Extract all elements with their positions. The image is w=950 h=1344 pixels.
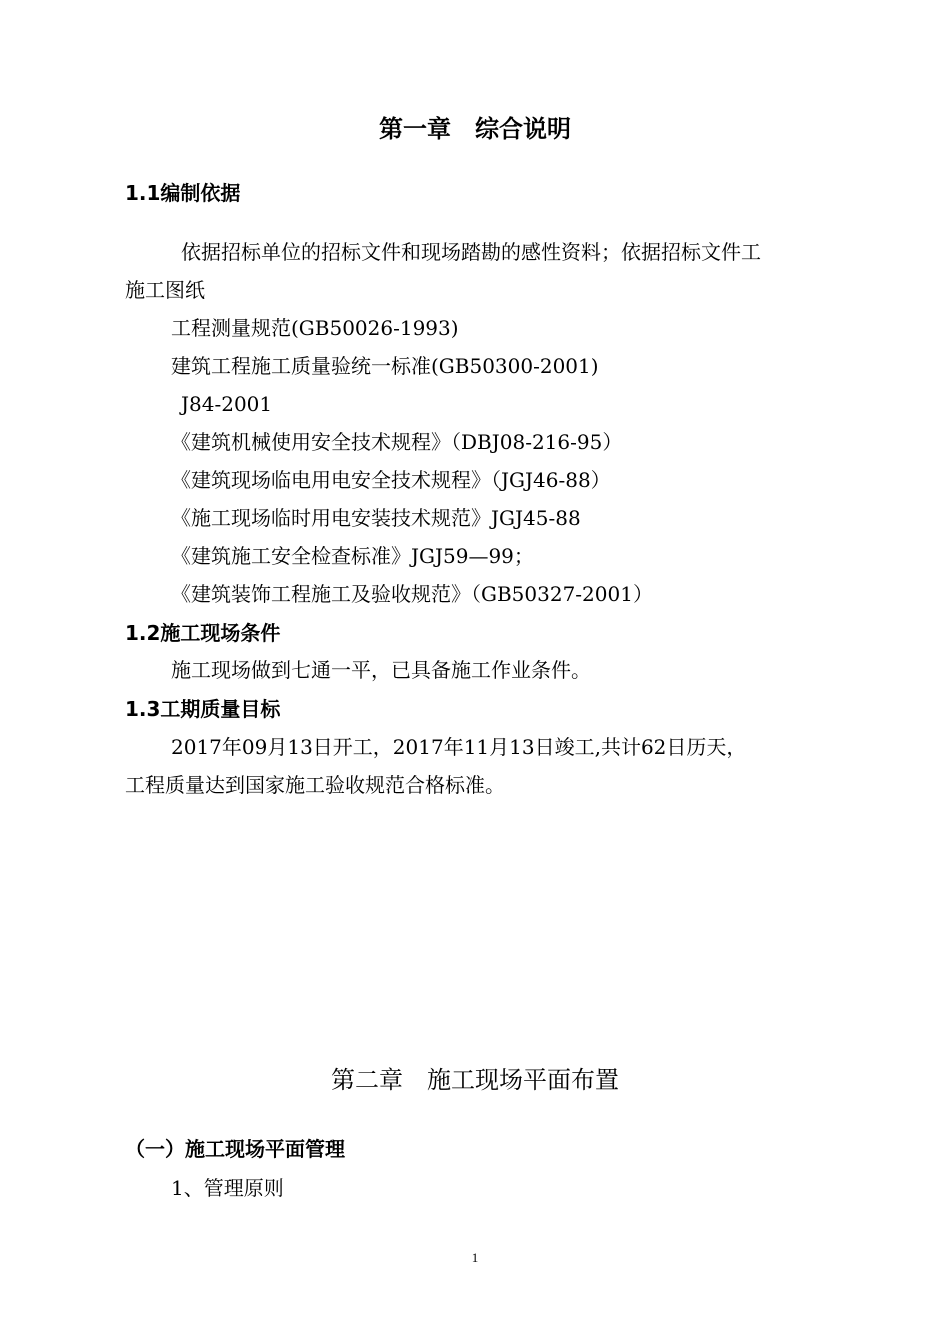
section-1-2-heading: 1.2施工现场条件: [125, 621, 281, 645]
reference-item: 《建筑装饰工程施工及验收规范》（GB50327-2001）: [171, 582, 653, 606]
reference-item: 建筑工程施工质量验统一标准(GB50300-2001): [171, 354, 599, 378]
chapter-2-number: 第二章: [331, 1066, 403, 1094]
reference-item: 工程测量规范(GB50026-1993): [171, 316, 459, 340]
chapter-1-name: 综合说明: [475, 115, 571, 143]
reference-item: J84-2001: [181, 392, 273, 416]
site-conditions-text: 施工现场做到七通一平，已具备施工作业条件。: [171, 658, 591, 682]
reference-item: 《施工现场临时用电安装技术规范》JGJ45-88: [171, 506, 581, 530]
chapter-1-number: 第一章: [379, 115, 451, 143]
basis-paragraph-line-1: 依据招标单位的招标文件和现场踏勘的感性资料；依据招标文件工: [181, 240, 761, 264]
schedule-text-line-1: 2017年09月13日开工，2017年11月13日竣工,共计62日历天，: [171, 735, 747, 759]
section-1-1-heading: 1.1编制依据: [125, 181, 241, 205]
schedule-text-line-2: 工程质量达到国家施工验收规范合格标准。: [125, 773, 505, 797]
page-number: 1: [471, 1250, 479, 1265]
reference-item: 《建筑机械使用安全技术规程》（DBJ08-216-95）: [171, 430, 623, 454]
basis-paragraph-line-2: 施工图纸: [125, 278, 205, 302]
chapter-2-title: [0, 1067, 950, 1093]
reference-item: 《建筑现场临电用电安全技术规程》（JGJ46-88）: [171, 468, 611, 492]
subsection-item: 1、管理原则: [171, 1176, 284, 1200]
reference-item: 《建筑施工安全检查标准》JGJ59—99；: [171, 544, 534, 568]
section-heading: （一）施工现场平面管理: [125, 1137, 345, 1161]
section-1-3-heading: 1.3工期质量目标: [125, 697, 281, 721]
chapter-1-title: [0, 116, 950, 142]
chapter-2-name: 施工现场平面布置: [427, 1066, 619, 1094]
